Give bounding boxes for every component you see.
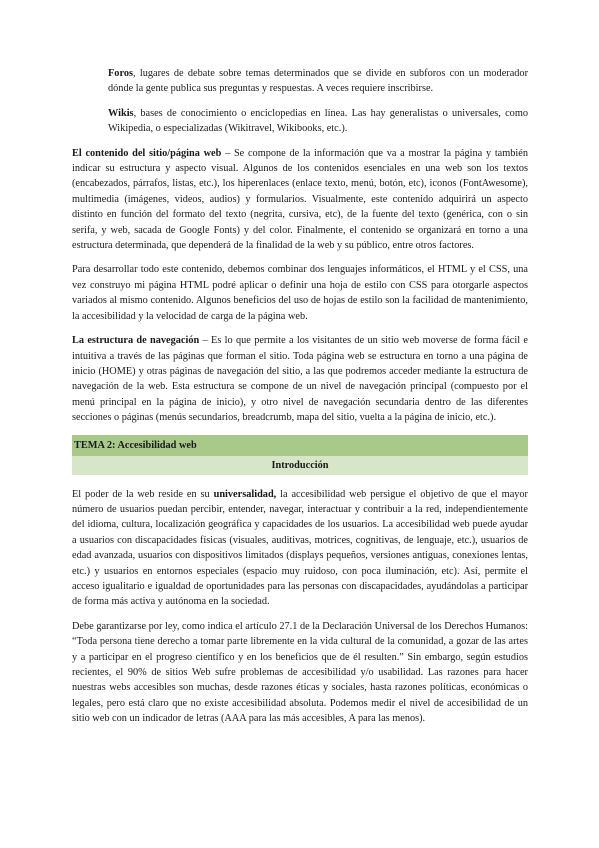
term-navegacion: La estructura de navegación — [72, 335, 200, 347]
navegacion-text: – Es lo que permite a los visitantes de un sitio web moverse de forma fácil e intuitiva a través de las páginas que forman el sitio. Toda página web se estructura en torno a una página de inicio (HOME) y otras páginas de navegación del sitio, a las que podremos acceder mediante la estructura de navegación de la web. Esta estructura se compone de un nivel de navegación principal (compuesto por el menú principal en la página de inicio), y otro nivel de navegación secundaria dentro de las diferentes secciones o páginas (menús secundarios, breadcrumb, mapa del sitio, vuelta a la página de inicio, etc.). — [72, 335, 528, 424]
paragraph-foros — [108, 66, 528, 97]
paragraph-poder — [72, 487, 528, 610]
paragraph-garantizarse: Debe garantizarse por ley, como indica el artículo 27.1 de la Declaración Universal de los Derechos Humanos: “Toda persona tiene derecho a tomar parte libremente en la vida cultural de la comunidad, a gozar de las artes y a participar en el progreso científico y en los beneficios que de él resulten.” Sin embargo, según estudios recientes, el 90% de sitios Web sufre problemas de accesibilidad y/o usabilidad. Las razones para hacer nuestras webs accesibles son muchas, desde razones éticas y sociales, hasta razones políticas, económicas o legales, pero está claro que no existe accesibilidad absoluta. Podemos medir el nivel de accesibilidad de un sitio web con un indicador de letras (AAA para las más accesibles, A para las menos). — [72, 620, 528, 725]
term-wikis: Wikis — [108, 107, 134, 119]
document-body — [72, 66, 528, 736]
paragraph-desarrollar: Para desarrollar todo este contenido, debemos combinar dos lenguajes informáticos, el HTML y el CSS, una vez construyo mi página HTML podré aplicar o definir una hoja de estilo con CSS para otorgarle aspectos variados al mismo contenido. Algunos beneficios del uso de hojas de estilo son la facilidad de mantenimiento, la accesibilidad y la velocidad de carga de la página web. — [72, 264, 528, 322]
term-foros: Foros — [108, 68, 133, 79]
paragraph-contenido — [72, 146, 528, 254]
wikis-text: , bases de conocimiento o enciclopedias en línea. Las hay generalistas o universales, como Wikipedia, o especializadas (Wikitravel, Wikibooks, etc.). — [108, 107, 528, 135]
section-heading-tema-2: TEMA 2: Accesibilidad web — [72, 435, 528, 456]
contenido-text: – Se compone de la información que va a mostrar la página y también indicar su estructura y aspecto visual. Algunos de los contenidos esenciales en una web son los textos (encabezados, párrafos, listas, etc.), los hiperenlaces (enlace texto, menú, botón, etc), iconos (FontAwesome), multimedia (imágenes, videos, audios) y formularios. Visualmente, este contenido adquirirá un aspecto distinto en función del formato del texto (negrita, cursiva, etc), de la fuente del texto (genérica, con o sin serifa, y web, sacada de Google Fonts) y del color. Finalmente, el contenido se organizará en torno a una estructura determinada, que dependerá de la finalidad de la web y su público, entre otros factores. — [72, 147, 528, 252]
term-universalidad: universalidad, — [213, 488, 277, 500]
paragraph-wikis — [108, 106, 528, 137]
poder-text-before: El poder de la web reside en su — [72, 488, 214, 500]
poder-text-after: la accesibilidad web persigue el objetivo de que el mayor número de usuarios puedan percibir, entender, navegar, interactuar y contribuir a la red, independientemente del idioma, cultura, localización geográfica y capacidades de los usuarios. La accesibilidad web puede ayudar a usuarios con discapacidades físicas (visuales, auditivas, motrices, cognitivas, de lenguaje, etc.), usuarios de edad avanzada, usuarios con dispositivos limitados (displays pequeños, versiones antiguas, conexiones lentas, etc.) y usuarios en entornos especiales (espacio muy ruidoso, con poca iluminación, etc). Así, permite el acceso igualitario e igualdad de oportunidades para las personas con discapacidades, ayudándolas a participar de forma más activa y autónoma en la sociedad. — [72, 488, 528, 608]
subsection-heading-introduccion: Introducción — [72, 456, 528, 475]
paragraph-navegacion — [72, 333, 528, 425]
term-contenido: El contenido del sitio/página web — [72, 147, 222, 159]
foros-text: , lugares de debate sobre temas determinados que se divide en subforos con un moderador dónde la gente publica sus preguntas y respuestas. A veces requiere inscribirse. — [108, 68, 528, 95]
